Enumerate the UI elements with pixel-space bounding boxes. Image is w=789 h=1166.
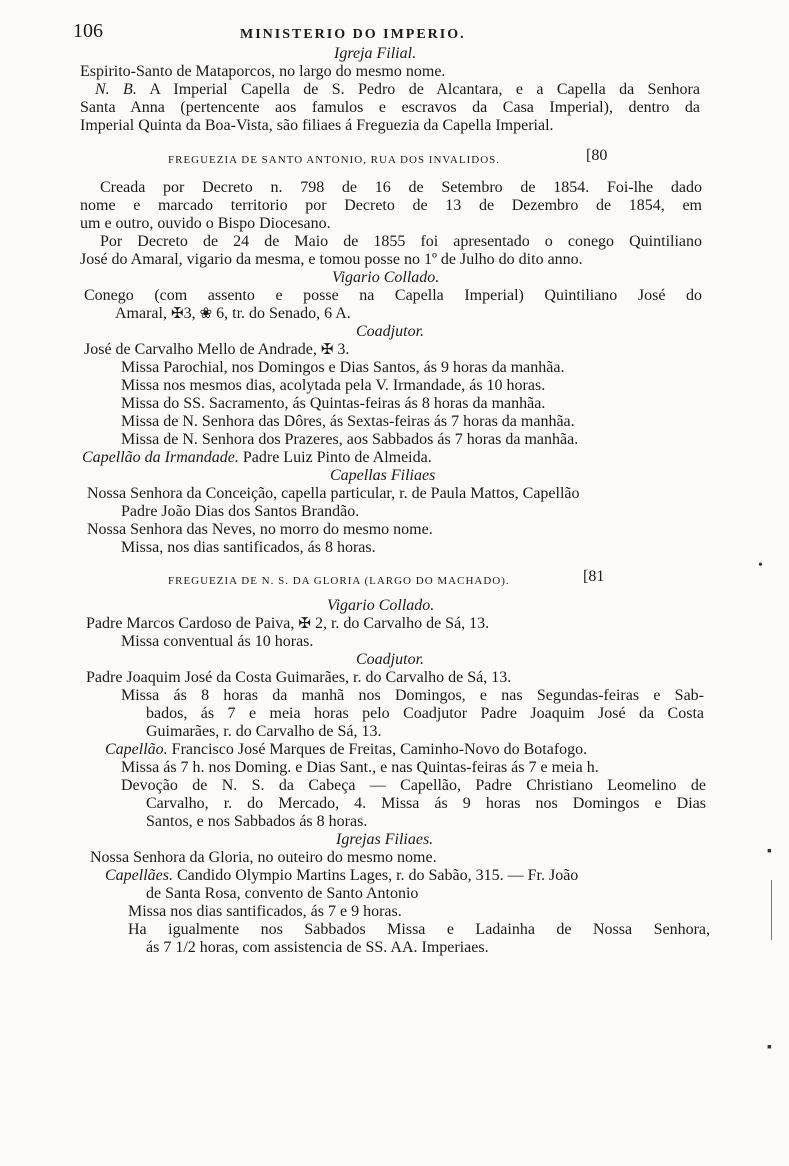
- text-line: [82, 449, 432, 467]
- role-heading: Vigario Collado.: [332, 269, 440, 286]
- text-line: Conego (com assento e posse na Capella Imperial) Quintiliano José do: [84, 287, 702, 304]
- text-span: Padre Luiz Pinto de Almeida.: [242, 449, 432, 466]
- scan-mark: [771, 880, 772, 940]
- text-line: [105, 741, 587, 759]
- text-line: Missa ás 8 horas da manhã nos Domingos, e nas Segundas-feiras e Sab-: [121, 687, 704, 704]
- text-line: Espirito-Santo de Mataporcos, no largo do mesmo nome.: [80, 63, 446, 80]
- text-line: nome e marcado territorio por Decreto de 13 de Dezembro de 1854, em: [80, 197, 702, 214]
- running-header: MINISTERIO DO IMPERIO.: [240, 27, 466, 42]
- nota-bene: N. B.: [95, 81, 137, 98]
- text-line: Missa do SS. Sacramento, ás Quintas-feiras ás 8 horas da manhãa.: [121, 395, 546, 412]
- text-line: Guimarães, r. do Carvalho de Sá, 13.: [146, 723, 382, 740]
- role-heading: Coadjutor.: [356, 651, 425, 668]
- text-line: Carvalho, r. do Mercado, 4. Missa ás 9 horas nos Domingos e Dias: [146, 795, 706, 812]
- text-span: José de Carvalho Mello de Andrade,: [84, 341, 317, 358]
- text-span: 3,: [183, 305, 196, 322]
- text-line: um e outro, ouvido o Bispo Diocesano.: [80, 215, 331, 232]
- text-line: Devoção de N. S. da Cabeça — Capellão, Padre Christiano Leomelino de: [121, 777, 706, 794]
- parish-heading: FREGUEZIA DE N. S. DA GLORIA (LARGO DO MACHADO).: [168, 575, 510, 587]
- text-span: Candido Olympio Martins Lages, r. do Sabão, 315. — Fr. João: [177, 867, 579, 884]
- parish-number: [80: [586, 147, 608, 164]
- text-line: Creada por Decreto n. 798 de 16 de Setembro de 1854. Foi-lhe dado: [100, 179, 702, 196]
- text-span: Francisco José Marques de Freitas, Caminho-Novo do Botafogo.: [171, 741, 588, 758]
- role-label: Capellão da Irmandade.: [82, 449, 239, 466]
- parish-heading: FREGUEZIA DE SANTO ANTONIO, RUA DOS INVALIDOS.: [168, 154, 501, 166]
- text-line: Missa, nos dias santificados, ás 8 horas.: [121, 539, 376, 556]
- text-line: Imperial Quinta da Boa-Vista, são filiaes á Freguezia da Capella Imperial.: [80, 117, 554, 134]
- text-line: Missa de N. Senhora dos Prazeres, aos Sabbados ás 7 horas da manhãa.: [121, 431, 579, 448]
- text-span: Padre Marcos Cardoso de Paiva,: [86, 615, 295, 632]
- text-line: Missa nos mesmos dias, acolytada pela V. Irmandade, ás 10 horas.: [121, 377, 546, 394]
- text-span: 2, r. do Carvalho de Sá, 13.: [314, 615, 490, 632]
- text-span: 3.: [337, 341, 350, 358]
- cross-icon: ✠: [320, 342, 334, 358]
- role-label: Capellães.: [105, 867, 173, 884]
- text-span: Amaral,: [115, 305, 167, 322]
- text-line: Missa Parochial, nos Domingos e Dias Santos, ás 9 horas da manhãa.: [121, 359, 565, 376]
- text-line: Santa Anna (pertencente aos famulos e escravos da Casa Imperial), dentro da: [80, 99, 700, 116]
- page-number: 106: [73, 20, 103, 42]
- text-line: Missa nos dias santificados, ás 7 e 9 horas.: [128, 903, 402, 920]
- role-heading: Coadjutor.: [356, 323, 425, 340]
- text-line: Missa de N. Senhora das Dôres, ás Sextas-feiras ás 7 horas da manhãa.: [121, 413, 575, 430]
- text-line: Nossa Senhora da Gloria, no outeiro do mesmo nome.: [90, 849, 437, 866]
- text-line: [86, 615, 489, 633]
- parish-number: [81: [583, 568, 605, 585]
- text-line: Missa conventual ás 10 horas.: [121, 633, 314, 650]
- scan-speck: ▪: [767, 844, 772, 859]
- text-line: Padre Joaquim José da Costa Guimarães, r. do Carvalho de Sá, 13.: [86, 669, 512, 686]
- role-heading: Vigario Collado.: [327, 597, 435, 614]
- text-line: [105, 867, 578, 885]
- role-label: Capellão.: [105, 741, 168, 758]
- text-line: Nossa Senhora da Conceição, capella particular, r. de Paula Mattos, Capellão: [87, 485, 580, 502]
- cross-icon: ✠: [298, 616, 311, 632]
- text-line: Missa ás 7 h. nos Doming. e Dias Sant., e nas Quintas-feiras ás 7 e meia h.: [121, 759, 599, 776]
- text-line: de Santa Rosa, convento de Santo Antonio: [146, 885, 419, 902]
- order-icon: ❀: [199, 306, 213, 322]
- role-heading: Igrejas Filiaes.: [336, 831, 434, 848]
- text-span: A Imperial Capella de S. Pedro de Alcantara, e a Capella da Senhora: [149, 81, 700, 98]
- text-line: Nossa Senhora das Neves, no morro do mesmo nome.: [87, 521, 433, 538]
- text-line: [84, 341, 349, 359]
- section-subheading: Igreja Filial.: [334, 45, 417, 62]
- text-line: Ha igualmente nos Sabbados Missa e Ladainha de Nossa Senhora,: [128, 921, 710, 938]
- scan-speck: ▪: [767, 1040, 772, 1055]
- text-line: [115, 305, 351, 323]
- text-line: [95, 81, 700, 99]
- cross-icon: ✠: [170, 306, 184, 322]
- text-line: bados, ás 7 e meia horas pelo Coadjutor Padre Joaquim José da Costa: [146, 705, 704, 722]
- text-line: Por Decreto de 24 de Maio de 1855 foi apresentado o conego Quintiliano: [100, 233, 702, 250]
- text-line: Padre João Dias dos Santos Brandão.: [121, 503, 360, 520]
- role-heading: Capellas Filiaes: [330, 467, 436, 484]
- text-line: ás 7 1/2 horas, com assistencia de SS. AA. Imperiaes.: [146, 939, 489, 956]
- text-line: José do Amaral, vigario da mesma, e tomou posse no 1º de Julho do dito anno.: [80, 251, 583, 268]
- scan-speck: •: [758, 558, 763, 573]
- text-line: Santos, e nos Sabbados ás 8 horas.: [146, 813, 368, 830]
- text-span: 6, tr. do Senado, 6 A.: [216, 305, 351, 322]
